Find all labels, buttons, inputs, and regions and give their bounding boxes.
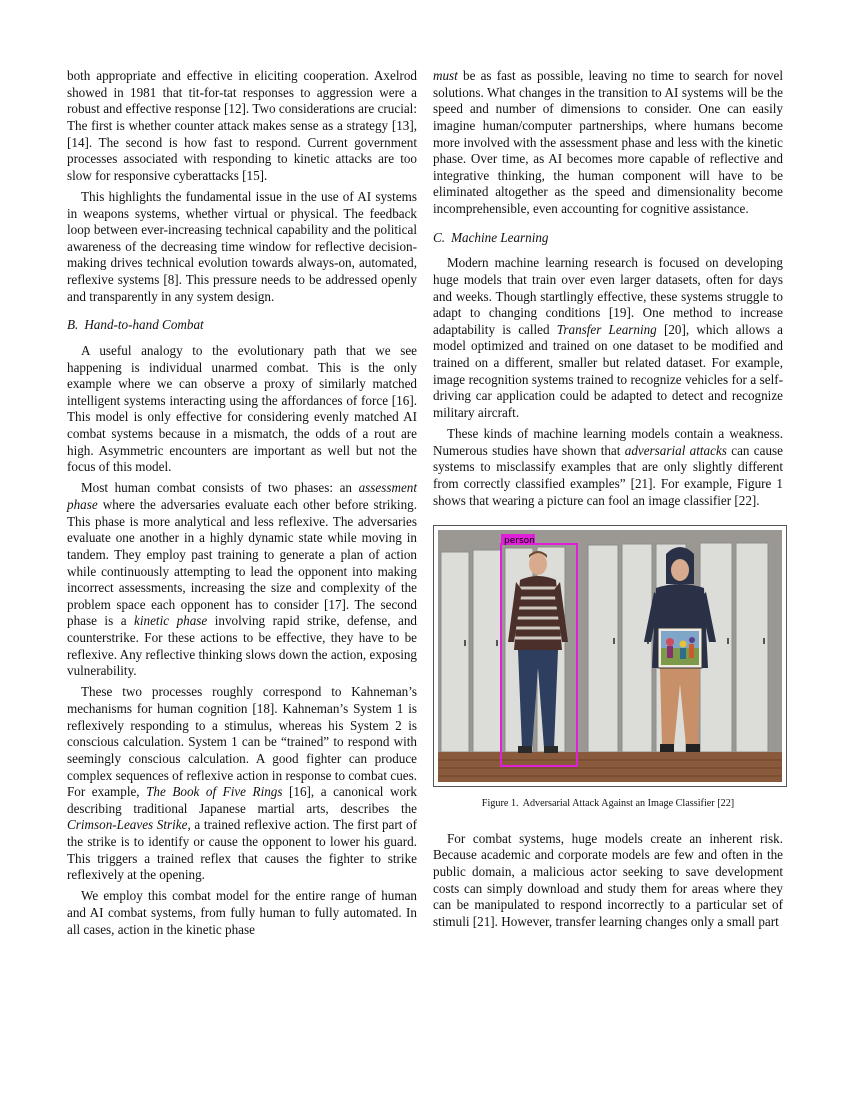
lockers: [441, 543, 768, 752]
paragraph: [67, 684, 417, 884]
right-column: [433, 68, 783, 935]
emphasis: must: [433, 68, 458, 83]
paragraph: [433, 255, 783, 421]
text-run: These two processes roughly correspond to Kahneman’s mechanisms for human cognition [18]. Kahneman’s System 1 is reflexively responding to a stimulus, whereas his System 2 is conscious calculation. System 1 can be “trained” to respond with seemingly conscious calculation. A good fighter can produce complex sequences of reflexive action in response to combat cues. For example,: [67, 684, 417, 800]
paragraph: For combat systems, huge models create an inherent risk. Because academic and corporate models are few and often in the public domain, a malicious actor seeking to save development costs can simply download and study them for areas where they can be manipulated to respond incorrectly to a particular set of stimuli [21]. However, transfer learning changes only a small part: [433, 830, 783, 929]
paragraph: We employ this combat model for the entire range of human and AI combat systems, from fully human to fully automated. In all cases, action in the kinetic phase: [67, 888, 417, 937]
book-title: The Book of Five Rings: [146, 784, 283, 800]
emphasis: adversarial attacks: [624, 442, 727, 458]
text-run: [20], which allows a model optimized and trained on one dataset to be modified and trained on a different, smaller but related dataset. For example, image recognition systems trained to recognize vehicles for a self-driving car application could be adapted to detect and recognize military aircraft.: [433, 321, 784, 420]
section-number: B.: [67, 317, 79, 333]
caption-text: Adversarial Attack Against an Image Classifier [22]: [522, 798, 735, 810]
text-run: be as fast as possible, leaving no time to search for novel solutions. What changes in the transition to AI systems will be the speed and number of dimensions to consider. One can easily imagine human/computer partnerships, where humans become more involved with the assessment phase and less with the kinetic phase. Over time, as AI becomes more capable of reflective and integrative thinking, the human component will have to be eliminated altogether as the speed and dimensionality become incomprehensible, even accounting for cognitive assistance.: [433, 68, 783, 216]
text-run: Most human combat consists of two phases: an: [81, 480, 359, 496]
floor: [438, 752, 782, 782]
figure-label: Figure 1.: [481, 798, 519, 810]
text-run: , a trained reflexive action. The first part of the strike is to identify or cause the opponent to lower his guard. This triggers a trained reflex that causes the fighter to strike reflexively at the opening.: [67, 817, 418, 883]
emphasis: assessment phase: [67, 480, 417, 512]
paragraph: A useful analogy to the evolutionary path that we see happening is individual unarmed combat. This is the only example where we can observe a proxy of similarly matched intelligent systems interacting using the affordances of force [16]. This model is only effective for considering evenly matched AI combat systems because in a mismatch, the odds of a rout are high. Asymmetric encounters are important as well but not the focus of this model.: [67, 342, 417, 475]
paragraph: [433, 426, 783, 509]
text-run: [16], a canonical work describing traditional Japanese martial arts, describes the: [67, 784, 417, 816]
section-heading-hand-to-hand-combat: [67, 317, 417, 334]
text-run: where the adversaries evaluate each other before striking. This phase is more analytical and less reflexive. The adversaries evaluate one another in a highly dynamic state while moving in tandem. They employ past training to generate a plan of action while continuously attempting to lead the opponent into making incorrect assessments, increasing the size and complexity of the problem space each opponent has to consider [17]. The second phase is a: [67, 497, 417, 629]
text-run: These kinds of machine learning models contain a weakness. Numerous studies have shown that: [433, 426, 783, 458]
paragraph: [67, 480, 417, 680]
section-title: Hand-to-hand Combat: [84, 317, 204, 333]
paragraph: both appropriate and effective in eliciting cooperation. Axelrod showed in 1981 that tit-for-tat responses to aggression were a robust and effective response [12]. Two considerations are crucial: The first is whether counter attack makes sense as a strategy [13], [14]. The second is how fast to respond. Current government processes associated with responding to kinetic attacks are too slow for responsive cyberattacks [15].: [67, 68, 417, 183]
section-number: C.: [433, 229, 446, 245]
emphasis: Transfer Learning: [556, 321, 657, 337]
emphasis: Crimson-Leaves Strike: [67, 817, 188, 833]
emphasis: kinetic phase: [134, 613, 208, 629]
figure-photo: [438, 530, 782, 782]
left-column: [67, 68, 417, 943]
paragraph: [433, 68, 783, 218]
figure-1: [433, 525, 787, 787]
section-title: Machine Learning: [451, 229, 549, 245]
section-heading-machine-learning: [433, 230, 783, 247]
text-run: involving rapid strike, defense, and counterstrike. For these actions to be effective, they have to be reflexive. Any reflective thinking slows down the action, exposing vulnerability.: [67, 613, 418, 679]
paragraph: This highlights the fundamental issue in the use of AI systems in weapons systems, whether virtual or physical. The feedback loop between ever-increasing technical capability and the political awareness of the decreasing time window for reflective decision-making drives technical evolution towards always-on, automated, reflexive systems [8]. This pressure needs to be addressed openly and transparently in any system design.: [67, 188, 417, 304]
detection-label: person: [504, 536, 535, 547]
text-run: can cause systems to misclassify examples that are only slightly different from correctly classified examples” [21]. For example, Figure 1 shows that wearing a picture can fool an image classifier [22].: [433, 442, 783, 508]
adversarial-patch: [658, 628, 702, 668]
text-run: Modern machine learning research is focused on developing huge models that train over even larger datasets, often for days and weeks. Though startlingly effective, these systems struggle to adapt to changing conditions [19]. One method to increase adaptability is called: [433, 255, 783, 337]
figure-caption: [433, 796, 783, 813]
